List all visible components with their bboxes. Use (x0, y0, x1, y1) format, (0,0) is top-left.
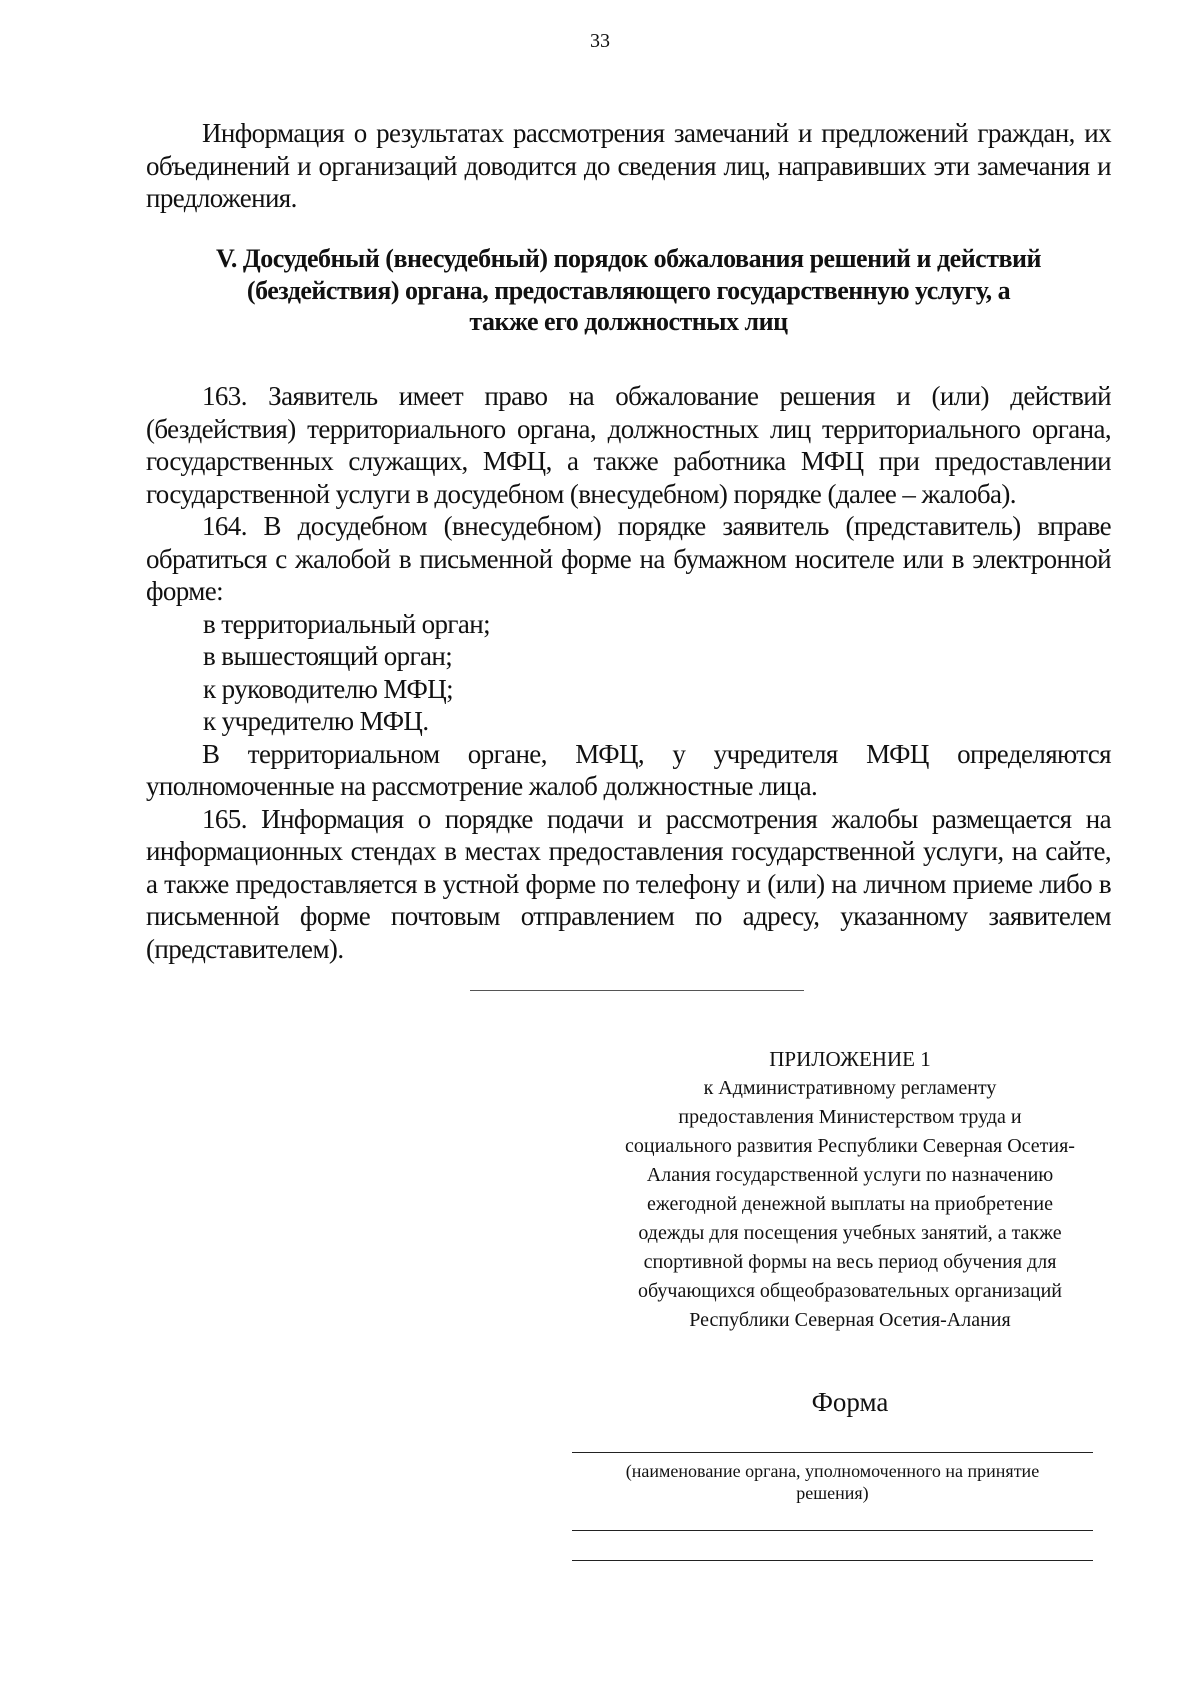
appendix-line: к Административному регламенту (703, 1077, 997, 1099)
paragraph-164: 164. В досудебном (внесудебном) порядке заявитель (представитель) вправе обратиться с жалобой в письменной форме на бумажном носителе или в электронной форме: (146, 511, 1111, 606)
paragraph-165: 165. Информация о порядке подачи и рассмотрения жалобы размещается на информационных стендах в местах предоставления государственной услуги, на сайте, а также предоставляется в устной форме по телефону и (или) на личном приеме либо в письменной форме почтовым отправлением по адресу, указанному заявителем (представителем). (146, 803, 1111, 964)
appendix-line: Республики Северная Осетия-Алания (689, 1309, 1011, 1331)
caption-line: (наименование органа, уполномоченного на принятие (625, 1461, 1040, 1481)
section-heading-line: (бездействия) органа, предоставляющего государственную услугу, а (246, 275, 1011, 305)
form-blank-line[interactable] (572, 1530, 1093, 1531)
appendix-line: обучающихся общеобразовательных организаций (638, 1280, 1062, 1302)
section-heading-line: также его должностных лиц (469, 307, 788, 336)
section-heading-line: V. Досудебный (внесудебный) порядок обжалования решений и действий (215, 244, 1041, 273)
authority-name-caption (572, 1460, 1093, 1504)
list-item: в территориальный орган; (203, 608, 491, 639)
section-heading (146, 243, 1111, 338)
appendix-line: ежегодной денежной выплаты на приобретение (647, 1193, 1053, 1215)
caption-line: решения) (796, 1483, 869, 1503)
form-label: Форма (811, 1387, 889, 1417)
form-blank-line[interactable] (572, 1560, 1093, 1561)
list-item: в вышестоящий орган; (203, 641, 453, 671)
section-body (146, 380, 1111, 965)
paragraph-163: 163. Заявитель имеет право на обжалование решения и (или) действий (бездействия) территориального органа, должностных лиц территориального органа, государственных служащих, МФЦ, а также работника МФЦ при предоставлении государственной услуги в досудебном (внесудебном) порядке (далее – жалоба). (146, 381, 1111, 509)
appendix-line: одежды для посещения учебных занятий, а также (638, 1222, 1062, 1244)
section-divider (470, 990, 804, 991)
page-number: 33 (590, 30, 610, 52)
intro-paragraph: Информация о результатах рассмотрения замечаний и предложений граждан, их объединений и организаций доводится до сведения лиц, направивших эти замечания и предложения. (146, 118, 1111, 213)
paragraph-164-tail: В территориальном органе, МФЦ, у учредителя МФЦ определяются уполномоченные на рассмотрение жалоб должностные лица. (146, 738, 1111, 801)
intro-section (146, 117, 1111, 215)
authority-name-line[interactable] (572, 1452, 1093, 1453)
appendix-line: Алания государственной услуги по назначению (646, 1164, 1054, 1186)
appendix-line: предоставления Министерством труда и (678, 1106, 1022, 1128)
appendix-title: ПРИЛОЖЕНИЕ 1 (769, 1047, 931, 1071)
list-item: к руководителю МФЦ; (203, 673, 453, 704)
appendix-line: социального развития Республики Северная Осетия- (625, 1135, 1075, 1157)
appendix-line: спортивной формы на весь период обучения для (643, 1251, 1057, 1273)
appendix-block (580, 1045, 1120, 1335)
list-item: к учредителю МФЦ. (203, 706, 429, 736)
